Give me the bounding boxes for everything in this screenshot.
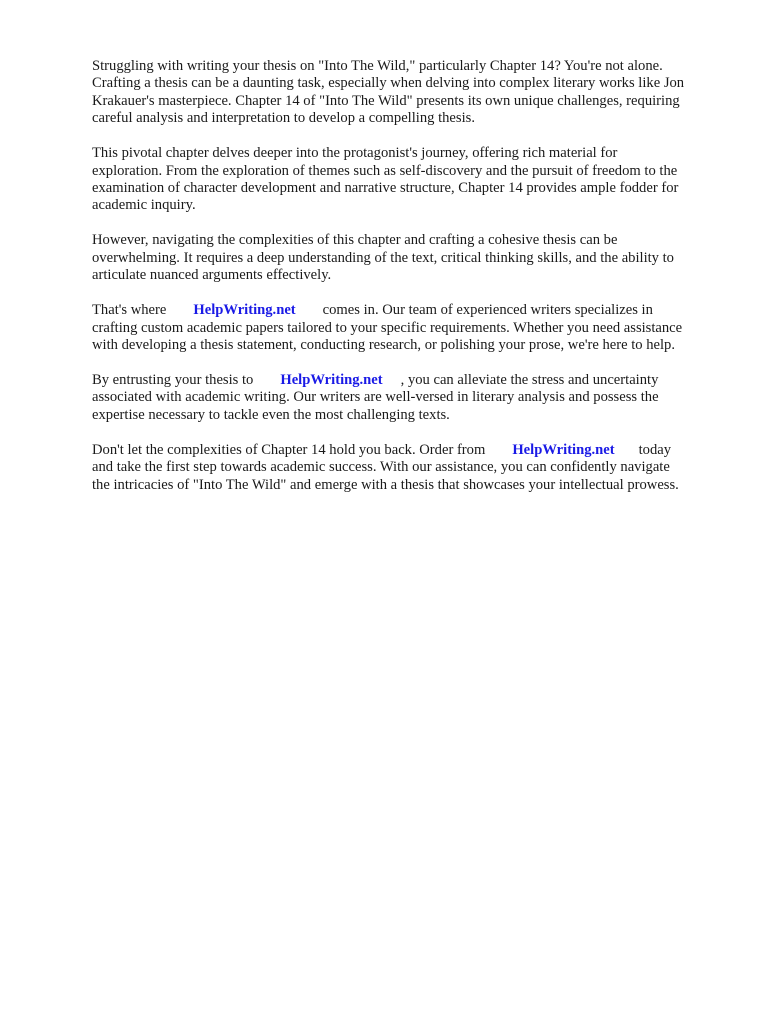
paragraph-6	[92, 442, 728, 494]
paragraph-5-pre-text: By entrusting your thesis to	[92, 372, 254, 389]
paragraph-3	[92, 232, 728, 284]
paragraph-4-line-2: crafting custom academic papers tailored to your specific requirements. Whether you need assistance	[92, 319, 683, 336]
paragraph-6-line-2: and take the first step towards academic success. With our assistance, you can confidently navigate	[92, 459, 670, 476]
paragraph-5-line-1	[92, 372, 728, 389]
paragraph-4-pre-text: That's where	[92, 302, 167, 319]
document-body	[92, 58, 728, 512]
paragraph-1-line-2: Crafting a thesis can be a daunting task, especially when delving into complex literary works like Jon	[92, 75, 685, 92]
paragraph-1-line-1: Struggling with writing your thesis on "Into The Wild," particularly Chapter 14? You're not alone.	[92, 58, 663, 74]
paragraph-4-line-1	[92, 302, 728, 319]
paragraph-3-line-1: However, navigating the complexities of this chapter and crafting a cohesive thesis can be	[92, 232, 618, 249]
paragraph-6-post-text: today	[638, 441, 672, 458]
paragraph-1-line-4: careful analysis and interpretation to develop a compelling thesis.	[92, 110, 475, 127]
paragraph-5-line-2: associated with academic writing. Our writers are well-versed in literary analysis and possess the	[92, 389, 659, 406]
paragraph-5	[92, 372, 728, 424]
paragraph-3-line-2: overwhelming. It requires a deep understanding of the text, critical thinking skills, and the ability to	[92, 249, 674, 266]
helpwriting-link[interactable]: HelpWriting.net	[280, 372, 383, 389]
paragraph-4-post-text: comes in. Our team of experienced writers specializes in	[322, 302, 653, 319]
paragraph-6-line-1	[92, 442, 728, 459]
helpwriting-link[interactable]: HelpWriting.net	[512, 441, 615, 458]
paragraph-2-line-3: examination of character development and narrative structure, Chapter 14 provides ample fodder for	[92, 180, 679, 197]
paragraph-2-line-1: This pivotal chapter delves deeper into the protagonist's journey, offering rich material for	[92, 145, 618, 162]
paragraph-1-line-3: Krakauer's masterpiece. Chapter 14 of "Into The Wild" presents its own unique challenges, requiring	[92, 92, 680, 109]
paragraph-3-line-3: articulate nuanced arguments effectively.	[92, 267, 332, 284]
paragraph-2-line-2: exploration. From the exploration of themes such as self-discovery and the pursuit of freedom to the	[92, 162, 678, 179]
helpwriting-link[interactable]: HelpWriting.net	[193, 302, 296, 319]
paragraph-2-line-4: academic inquiry.	[92, 197, 196, 214]
paragraph-2	[92, 145, 728, 215]
paragraph-1	[92, 58, 728, 128]
paragraph-5-line-3: expertise necessary to tackle even the most challenging texts.	[92, 406, 450, 423]
paragraph-6-line-3: the intricacies of "Into The Wild" and emerge with a thesis that showcases your intellectual prowess.	[92, 476, 679, 493]
paragraph-5-post-text: , you can alleviate the stress and uncertainty	[400, 372, 659, 389]
paragraph-4-line-3: with developing a thesis statement, conducting research, or polishing your prose, we're here to help.	[92, 337, 675, 354]
paragraph-6-pre-text: Don't let the complexities of Chapter 14 hold you back. Order from	[92, 441, 486, 458]
paragraph-4	[92, 302, 728, 354]
